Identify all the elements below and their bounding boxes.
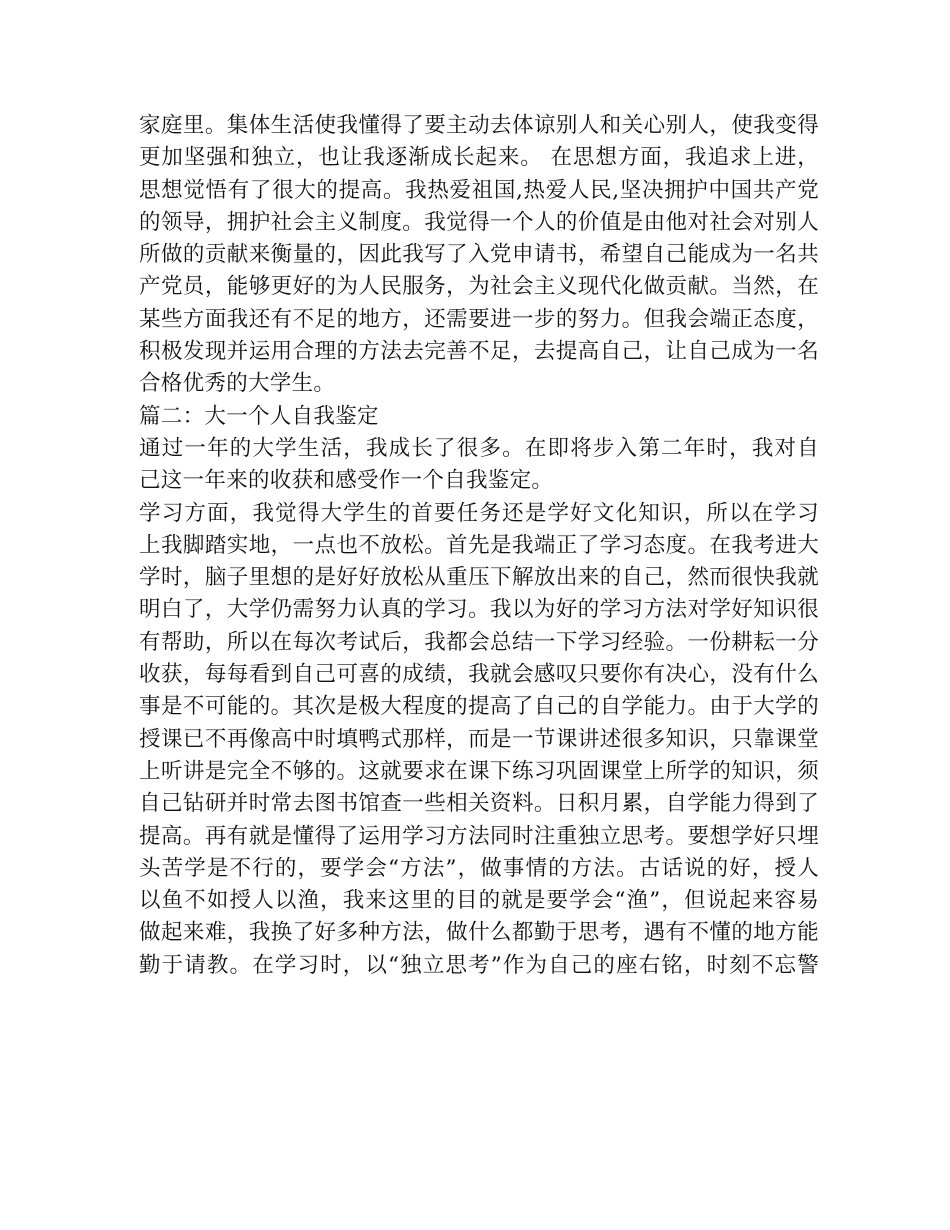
section-heading: 篇二：大一个人自我鉴定 [139, 403, 379, 429]
text-line: 更加坚强和独立，也让我逐渐成长起来。 在思想方面，我追求上进， [139, 145, 819, 171]
text-line: 合格优秀的大学生。 [139, 371, 336, 397]
text-line: 以鱼不如授人以渔，我来这里的目的就是要学会“渔”，但说起来容易 [139, 888, 819, 914]
text-line: 有帮助，所以在每次考试后，我都会总结一下学习经验。一份耕耘一分 [139, 629, 819, 655]
text-line: 己这一年来的收获和感受作一个自我鉴定。 [139, 468, 554, 494]
document-body [139, 110, 819, 982]
text-line: 事是不可能的。其次是极大程度的提高了自己的自学能力。由于大学的 [139, 694, 819, 720]
text-line: 通过一年的大学生活，我成长了很多。在即将步入第二年时，我对自 [139, 435, 819, 461]
text-line: 学时，脑子里想的是好好放松从重压下解放出来的自己，然而很快我就 [139, 565, 819, 591]
text-line: 产党员，能够更好的为人民服务，为社会主义现代化做贡献。当然，在 [139, 274, 819, 300]
text-line: 头苦学是不行的，要学会“方法”，做事情的方法。古话说的好，授人 [139, 855, 819, 881]
text-line: 家庭里。集体生活使我懂得了要主动去体谅别人和关心别人，使我变得 [139, 113, 819, 138]
text-line: 思想觉悟有了很大的提高。我热爱祖国,热爱人民,坚决拥护中国共产党 [139, 177, 819, 203]
text-line: 授课已不再像高中时填鸭式那样，而是一节课讲述很多知识，只靠课堂 [139, 726, 819, 752]
text-line: 的领导，拥护社会主义制度。我觉得一个人的价值是由他对社会对别人 [139, 209, 819, 235]
text-line: 自己钻研并时常去图书馆查一些相关资料。日积月累，自学能力得到了 [139, 791, 819, 817]
text-line: 所做的贡献来衡量的，因此我写了入党申请书，希望自己能成为一名共 [139, 242, 819, 268]
text-line: 收获，每每看到自己可喜的成绩，我就会感叹只要你有决心，没有什么 [139, 662, 819, 688]
text-line: 做起来难，我换了好多种方法，做什么都勤于思考，遇有不懂的地方能 [139, 920, 819, 946]
text-line: 学习方面，我觉得大学生的首要任务还是学好文化知识，所以在学习 [139, 500, 819, 526]
text-line: 勤于请教。在学习时，以“独立思考”作为自己的座右铭，时刻不忘警 [139, 952, 819, 978]
text-line: 上听讲是完全不够的。这就要求在课下练习巩固课堂上所学的知识，须 [139, 758, 819, 784]
text-line: 积极发现并运用合理的方法去完善不足，去提高自己，让自己成为一名 [139, 339, 819, 365]
text-line: 某些方面我还有不足的地方，还需要进一步的努力。但我会端正态度， [139, 306, 819, 332]
text-line: 提高。再有就是懂得了运用学习方法同时注重独立思考。要想学好只埋 [139, 823, 819, 849]
text-line: 明白了，大学仍需努力认真的学习。我以为好的学习方法对学好知识很 [139, 597, 819, 623]
text-line: 上我脚踏实地，一点也不放松。首先是我端正了学习态度。在我考进大 [139, 532, 819, 558]
